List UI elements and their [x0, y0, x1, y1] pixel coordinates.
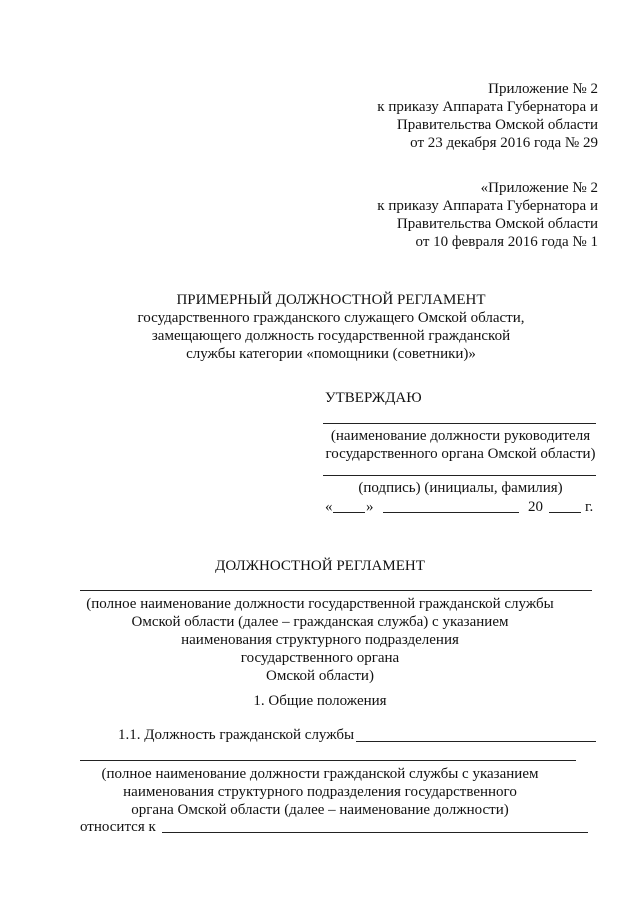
- date-quote-open: «: [325, 499, 333, 515]
- title-line: государственного гражданского служащего Омской области,: [137, 310, 525, 326]
- appendix-number: «Приложение № 2: [480, 180, 598, 196]
- regulation-note: Омской области): [266, 668, 374, 684]
- date-year-suffix: г.: [585, 499, 594, 515]
- date-year-blank: [549, 512, 581, 513]
- section-heading: 1. Общие положения: [253, 693, 387, 709]
- title-main: ПРИМЕРНЫЙ ДОЛЖНОСТНОЙ РЕГЛАМЕНТ: [176, 292, 486, 308]
- position-blank-line: [323, 423, 596, 424]
- signature-note: (подпись) (инициалы, фамилия): [358, 480, 563, 496]
- item-1-1-note: органа Омской области (далее – наименование должности): [131, 802, 509, 818]
- position-note: (наименование должности руководителя: [330, 428, 591, 444]
- regulation-note: Омской области (далее – гражданская служба) с указанием: [131, 614, 509, 630]
- relates-to-label: относится к: [80, 819, 156, 835]
- position-note: государственного органа Омской области): [325, 446, 596, 462]
- regulation-note: наименования структурного подразделения: [181, 632, 459, 648]
- approval-heading: УТВЕРЖДАЮ: [325, 390, 422, 406]
- regulation-note: государственного органа: [240, 650, 400, 666]
- date-year-prefix: 20: [528, 499, 543, 515]
- item-1-1-blank-continued: [80, 760, 576, 761]
- appendix-number: Приложение № 2: [488, 81, 598, 97]
- date-day-blank: [333, 512, 365, 513]
- item-1-1-note: наименования структурного подразделения государственного: [123, 784, 517, 800]
- appendix-authority: Правительства Омской области: [396, 216, 598, 232]
- item-1-1-label: 1.1. Должность гражданской службы: [118, 727, 355, 743]
- date-quote-close: »: [366, 499, 374, 515]
- item-1-1-blank: [356, 741, 596, 742]
- appendix-date: от 23 декабря 2016 года № 29: [410, 135, 598, 151]
- regulation-heading: ДОЛЖНОСТНОЙ РЕГЛАМЕНТ: [215, 558, 425, 574]
- appendix-date: от 10 февраля 2016 года № 1: [415, 234, 598, 250]
- relates-to-blank: [162, 832, 588, 833]
- date-month-blank: [383, 512, 519, 513]
- title-line: службы категории «помощники (советники)»: [186, 346, 476, 362]
- appendix-order-ref: к приказу Аппарата Губернатора и: [377, 99, 598, 115]
- appendix-order-ref: к приказу Аппарата Губернатора и: [377, 198, 598, 214]
- item-1-1-note: (полное наименование должности гражданской службы с указанием: [101, 766, 539, 782]
- title-line: замещающего должность государственной гражданской: [151, 328, 511, 344]
- position-name-blank-line: [80, 590, 592, 591]
- appendix-authority: Правительства Омской области: [396, 117, 598, 133]
- regulation-note: (полное наименование должности государственной гражданской службы: [86, 596, 554, 612]
- signature-blank-line: [323, 475, 596, 476]
